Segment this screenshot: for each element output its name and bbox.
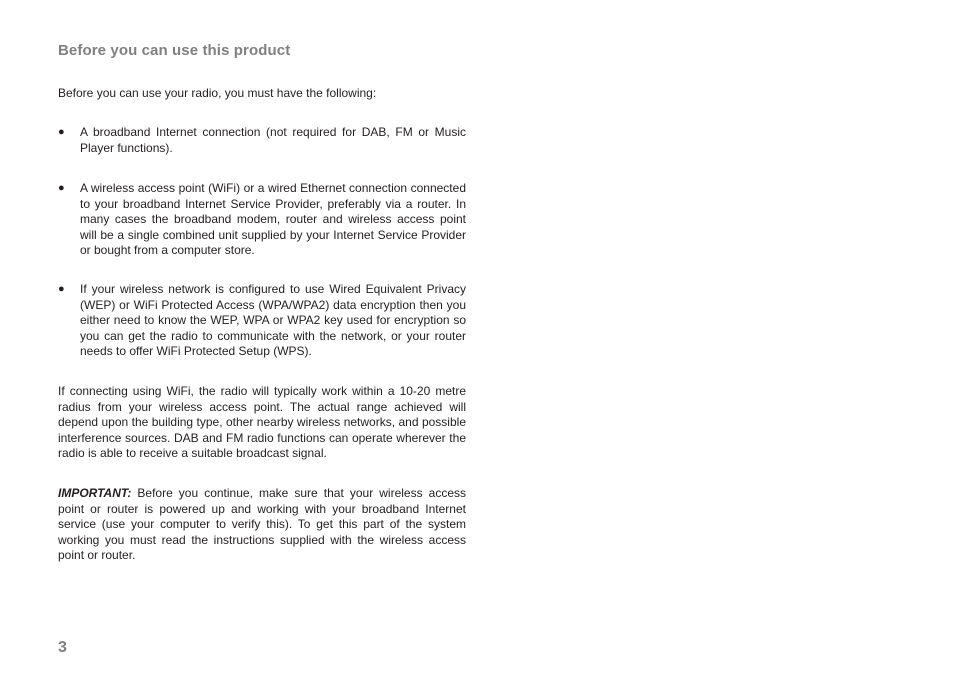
- section-heading: Before you can use this product: [58, 42, 291, 59]
- wifi-range-paragraph: If connecting using WiFi, the radio will typically work within a 10-20 metre radius from your wireless access point. The actual range achieved will depend upon the building type, other nearby wireless networks, and possible interference sources. DAB and FM radio functions can operate wherever the radio is able to receive a suitable broadcast signal.: [58, 384, 466, 460]
- list-item-text: If your wireless network is configured to use Wired Equivalent Privacy (WEP) or WiFi Protected Access (WPA/WPA2) data encryption then you either need to know the WEP, WPA or WPA2 key used for encryption so you can get the radio to communicate with the network, or your router needs to offer WiFi Protected Setup (WPS).: [80, 282, 466, 358]
- bullet-icon: ●: [58, 182, 65, 194]
- bullet-icon: ●: [58, 283, 65, 295]
- page-number: 3: [58, 639, 67, 656]
- list-item-encryption: [58, 282, 466, 360]
- bullet-icon: ●: [58, 126, 65, 138]
- intro-text: Before you can use your radio, you must have the following:: [58, 86, 377, 100]
- list-item-wireless-access-point: [58, 181, 466, 259]
- list-item-text: A broadband Internet connection (not required for DAB, FM or Music Player functions).: [80, 125, 466, 155]
- list-item-broadband: [58, 125, 466, 156]
- important-text: Before you continue, make sure that your wireless access point or router is powered up and working with your broadband Internet service (use your computer to verify this). To get this part of the system working you must read the instructions supplied with the wireless access point or router.: [58, 486, 466, 562]
- important-paragraph: [58, 486, 466, 564]
- important-label: IMPORTANT:: [58, 486, 132, 500]
- list-item-text: A wireless access point (WiFi) or a wired Ethernet connection connected to your broadband Internet Service Provider, preferably via a router. In many cases the broadband modem, router and wireless access point will be a single combined unit supplied by your Internet Service Provider or bought from a computer store.: [80, 181, 466, 257]
